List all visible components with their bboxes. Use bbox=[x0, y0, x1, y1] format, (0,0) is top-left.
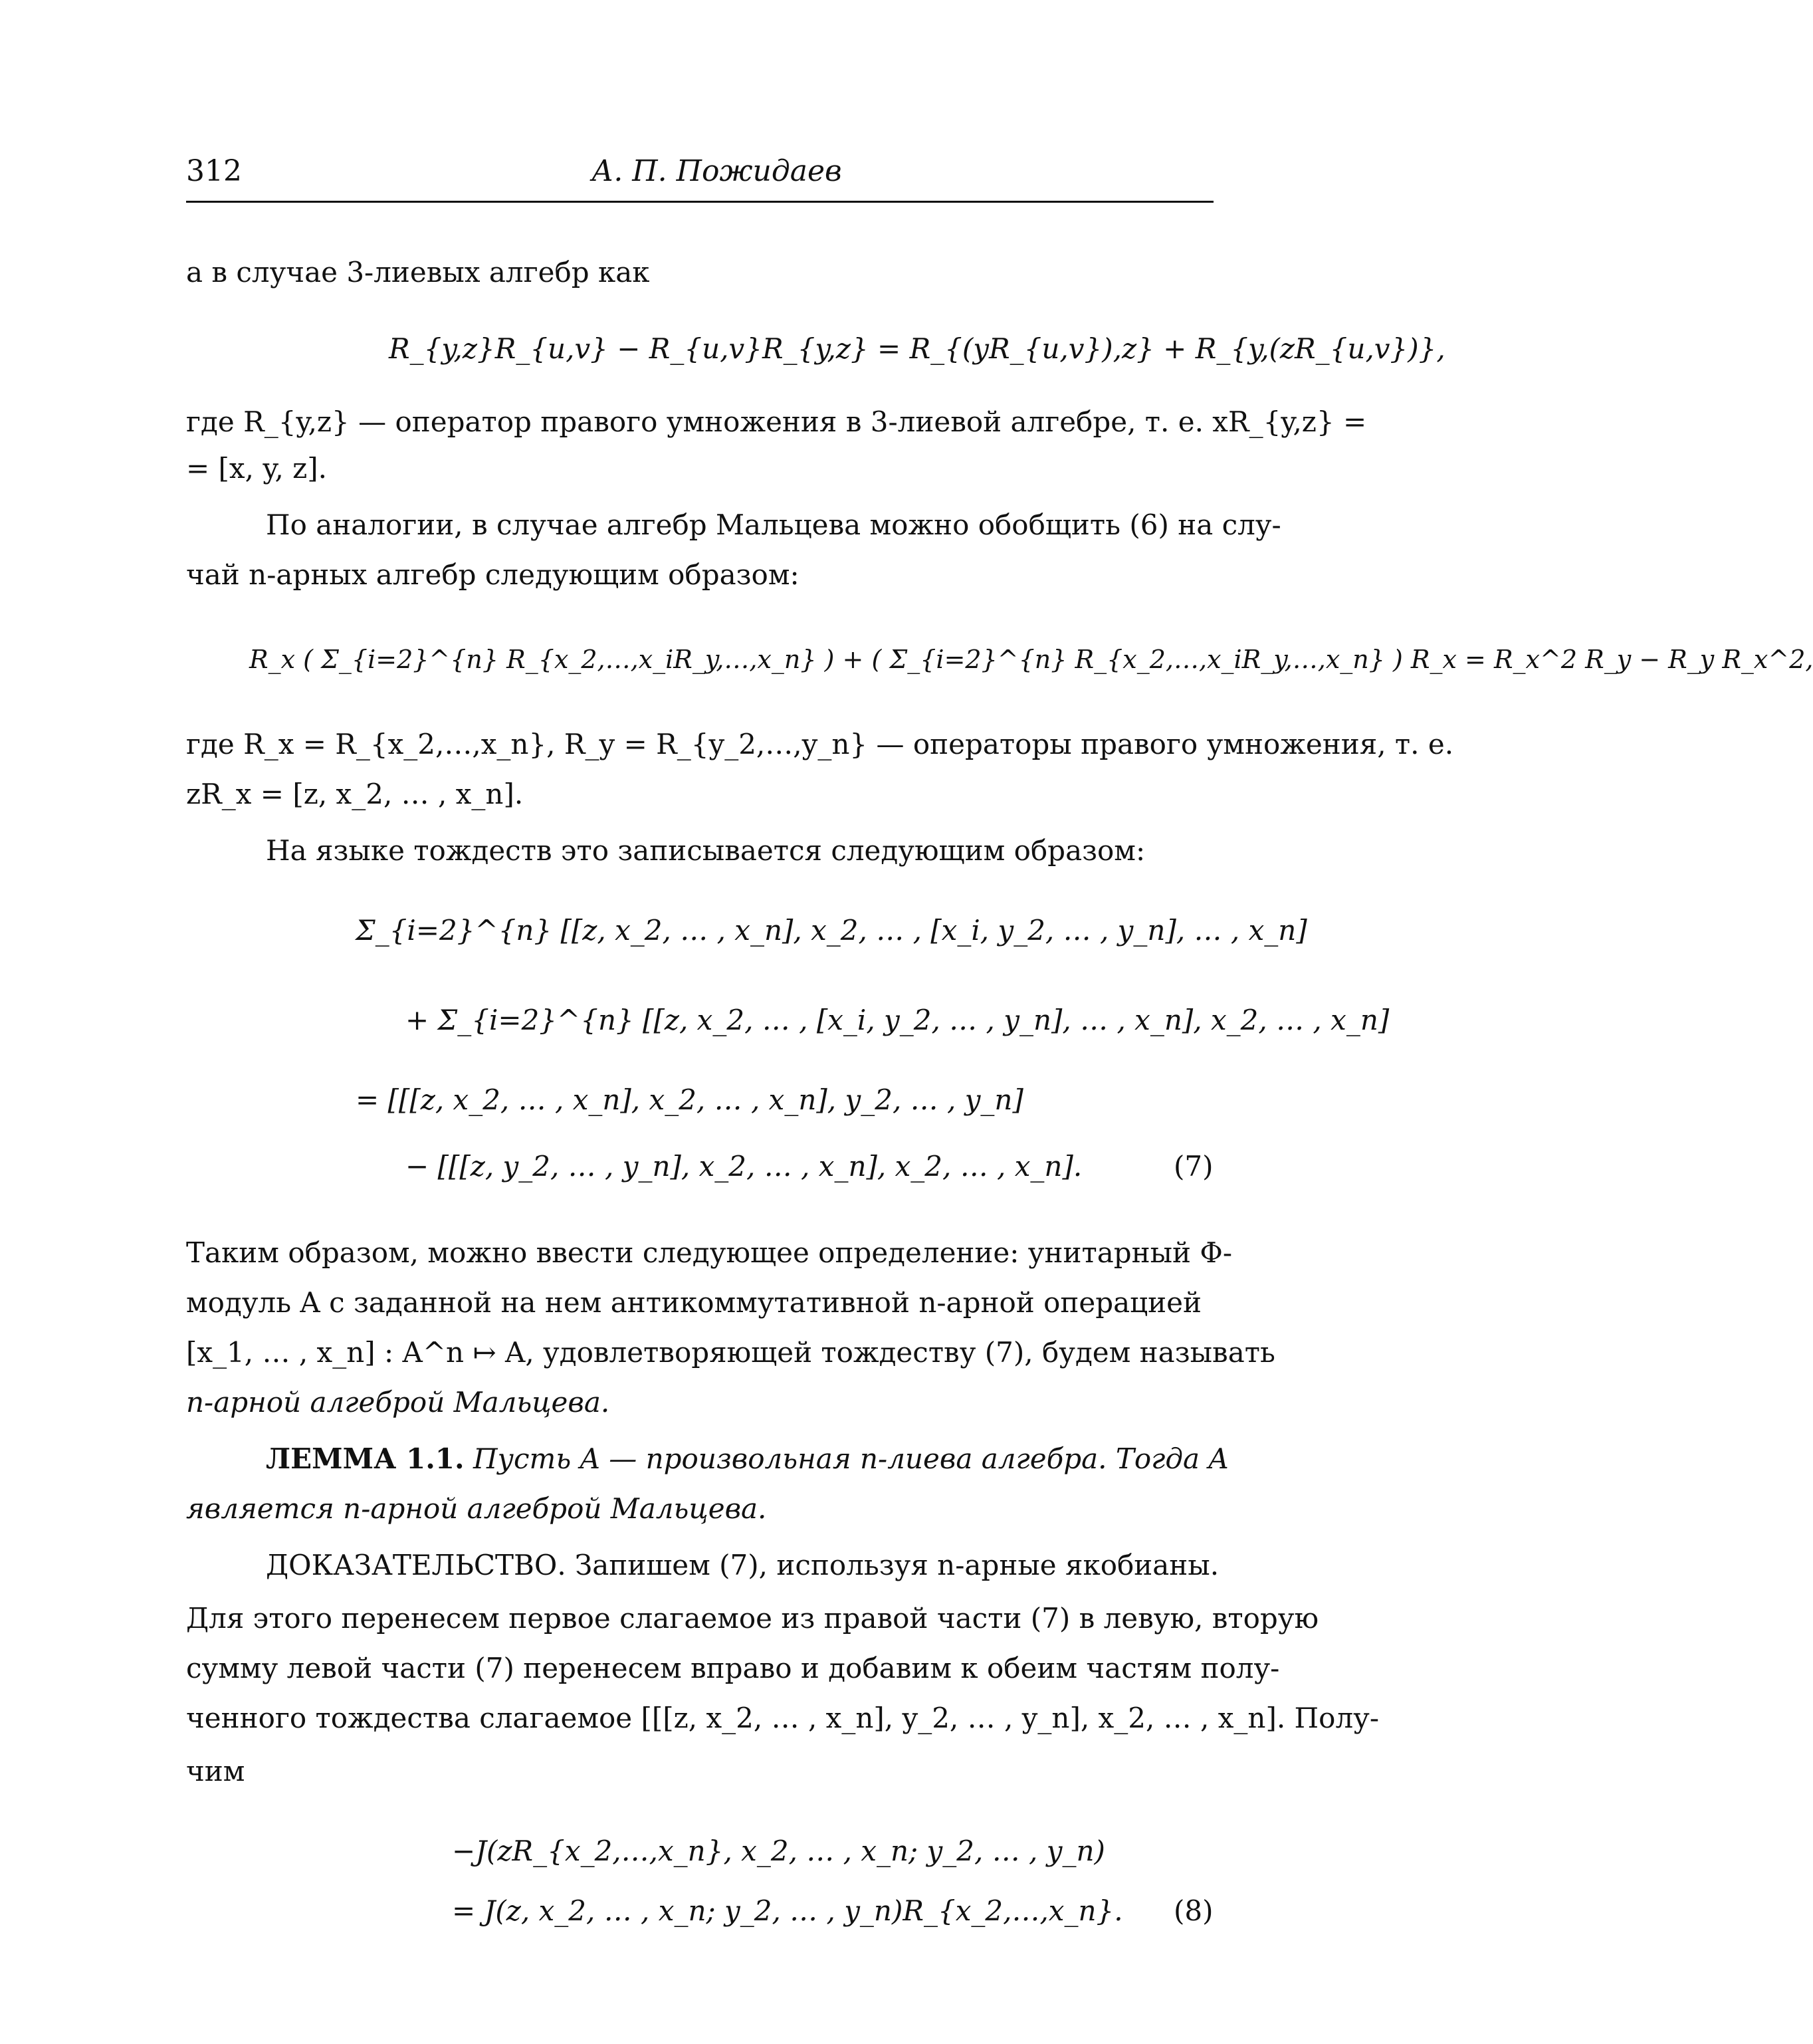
paragraph-3-line-2: zR_x = [z, x_2, … , x_n]. bbox=[186, 778, 524, 810]
running-header-author: А. П. Пожидаев bbox=[591, 154, 842, 188]
proof-line-1 bbox=[266, 1549, 1219, 1581]
paragraph-5-line-2: модуль A с заданной на нем антикоммутативной n-арной операцией bbox=[186, 1286, 1202, 1319]
equation-7-line-3: = [[[z, x_2, … , x_n], x_2, … , x_n], y_2, … , y_n] bbox=[356, 1083, 1023, 1116]
paragraph-5-line-1: Таким образом, можно ввести следующее определение: унитарный Φ- bbox=[186, 1236, 1233, 1269]
proof-line-4: ченного тождества слагаемое [[[z, x_2, … , x_n], y_2, … , y_n], x_2, … , x_n]. Полу- bbox=[186, 1702, 1380, 1734]
paragraph-2-line-1: По аналогии, в случае алгебр Мальцева можно обобщить (6) на слу- bbox=[266, 509, 1281, 541]
intro-line: а в случае 3-лиевых алгебр как bbox=[186, 256, 650, 288]
proof-line-3: сумму левой части (7) перенесем вправо и добавим к обеим частям полу- bbox=[186, 1652, 1280, 1684]
proof-text: Запишем (7), используя n-арные якобианы. bbox=[575, 1549, 1220, 1581]
lemma-label: ЛЕММА 1.1. bbox=[266, 1442, 465, 1475]
equation-7-line-1: Σ_{i=2}^{n} [[z, x_2, … , x_n], x_2, … , [x_i, y_2, … , y_n], … , x_n] bbox=[356, 914, 1307, 947]
lemma-statement-line-1 bbox=[266, 1442, 1229, 1475]
equation-7-line-2: + Σ_{i=2}^{n} [[z, x_2, … , [x_i, y_2, … , y_n], … , x_n], x_2, … , x_n] bbox=[405, 1004, 1390, 1036]
lemma-text: Пусть A — произвольная n-лиева алгебра. Тогда A bbox=[473, 1442, 1229, 1475]
header-rule bbox=[186, 201, 1214, 203]
formula-3-lie: R_{y,z}R_{u,v} − R_{u,v}R_{y,z} = R_{(yR_{u,v}),z} + R_{y,(zR_{u,v})}, bbox=[389, 332, 1445, 365]
formula-malcev-operators: R_x ( Σ_{i=2}^{n} R_{x_2,…,x_iR_y,…,x_n} ) + ( Σ_{i=2}^{n} R_{x_2,…,x_iR_y,…,x_n} ) R_x = R_x^2 R_y − R_y R_x^2, bbox=[249, 645, 1813, 674]
equation-8-line-1: −J(zR_{x_2,…,x_n}, x_2, … , x_n; y_2, … , y_n) bbox=[452, 1835, 1105, 1867]
paragraph-4: На языке тождеств это записывается следующим образом: bbox=[266, 834, 1146, 867]
proof-line-2: Для этого перенесем первое слагаемое из правой части (7) в левую, вторую bbox=[186, 1602, 1319, 1635]
equation-7-line-4: − [[[z, y_2, … , y_n], x_2, … , x_n], x_2, … , x_n]. bbox=[405, 1150, 1083, 1183]
paragraph-5-line-3: [x_1, … , x_n] : A^n ↦ A, удовлетворяющей тождеству (7), будем называть bbox=[186, 1336, 1275, 1369]
paragraph-1-line-1: где R_{y,z} — оператор правого умножения в 3-лиевой алгебре, т. е. xR_{y,z} = bbox=[186, 405, 1367, 438]
paragraph-1-line-2: = [x, y, z]. bbox=[186, 452, 328, 485]
equation-8-line-2: = J(z, x_2, … , x_n; y_2, … , y_n)R_{x_2,…,x_n}. bbox=[452, 1894, 1123, 1927]
proof-label: ДОКАЗАТЕЛЬСТВО. bbox=[266, 1549, 566, 1581]
page-number: 312 bbox=[186, 154, 242, 188]
equation-7-number: (7) bbox=[1174, 1150, 1214, 1183]
paragraph-5-line-4: n-арной алгеброй Мальцева. bbox=[186, 1386, 610, 1419]
paragraph-2-line-2: чай n-арных алгебр следующим образом: bbox=[186, 558, 800, 591]
equation-8-number: (8) bbox=[1174, 1894, 1214, 1927]
lemma-statement-line-2: является n-арной алгеброй Мальцева. bbox=[186, 1492, 767, 1525]
paragraph-3-line-1: где R_x = R_{x_2,…,x_n}, R_y = R_{y_2,…,y_n} — операторы правого умножения, т. е. bbox=[186, 728, 1454, 760]
proof-line-5: чим bbox=[186, 1755, 245, 1787]
